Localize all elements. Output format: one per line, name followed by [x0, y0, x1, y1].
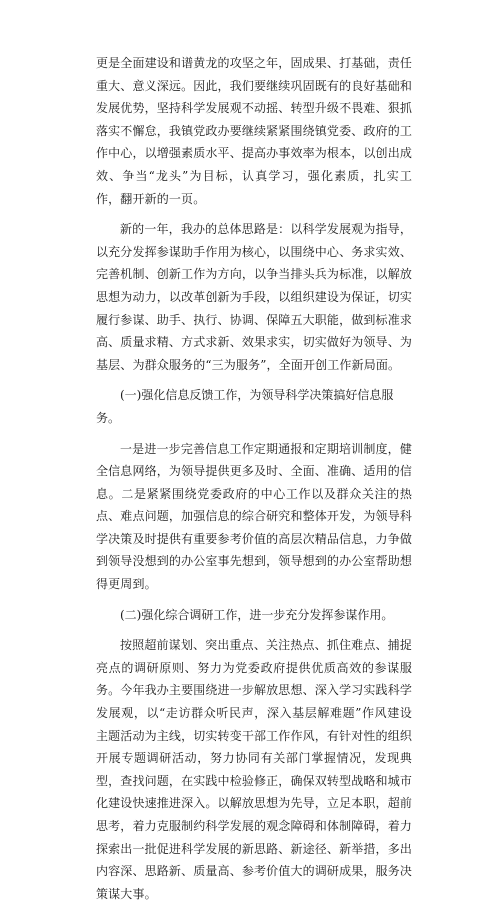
paragraph-intro-continuation: 更是全面建设和谱黄龙的攻坚之年，固成果、打基础，责任重大、意义深远。因此，我们要继续巩固既有的良好基础和发展优势，坚持科学发展观不动摇、转型升级不畏难、狠抓落实不懈怠，我镇党政办要继续紧紧围绕镇党委、政府的工作中心，以增强素质水平、提高办事效率为根本，以创出成效、争当“龙头”为目标，认真学习，强化素质，扎实工作，翻开新的一页。 [96, 56, 412, 206]
section-heading-comprehensive-research: (二)强化综合调研工作，进一步充分发挥参谋作用。 [120, 607, 394, 622]
paragraph-research-work: 按照超前谋划、突出重点、关注热点、抓住难点、捕捉亮点的调研原则、努力为党委政府提供优质高效的参谋服务。今年我办主要围绕进一步解放思想、深入学习实践科学发展观，以“走访群众听民声，深入基层解难题”作风建设主题活动为主线，切实转变干部工作作风，有针对性的组织开展专题调研活动，努力协同有关部门掌握情况，发现典型，查找问题，在实践中检验修正，确保双转型战略和城市化建设快速推进深入。以解放思想为先导，立足本职，超前思考，着力克服制约科学发展的观念障碍和体制障碍，着力探索出一批促进科学发展的新思路、新途径、新举措，多出内容深、思路新、质量高、参考价值大的调研成果，服务决策谋大事。 [96, 638, 412, 901]
paragraph-general-approach: 新的一年，我办的总体思路是：以科学发展观为指导，以充分发挥参谋助手作用为核心，以围绕中心、务求实效、完善机制、创新工作为方向，以争当排头兵为标准，以解放思想为动力，以改革创新为手段，以组织建设为保证，切实履行参谋、助手、执行、协调、保障五大职能，做到标准求高、质量求精、方式求新、效果求实，切实做好为领导、为基层、为群众服务的“三为服务”，全面开创工作新局面。 [96, 222, 412, 372]
document-page [96, 52, 412, 913]
section-heading-information-feedback: (一)强化信息反馈工作，为领导科学决策搞好信息服务。 [96, 388, 394, 425]
paragraph-information-work: 一是进一步完善信息工作定期通报和定期培训制度，健全信息网络，为领导提供更多及时、全面、准确、适用的信息。二是紧紧围绕党委政府的中心工作以及群众关注的热点、难点问题，加强信息的综合研究和整体开发，为领导科学决策及时提供有重要参考价值的高层次精品信息，力争做到领导没想到的办公室事先想到，领导想到的办公室帮助想得更周到。 [96, 441, 412, 592]
